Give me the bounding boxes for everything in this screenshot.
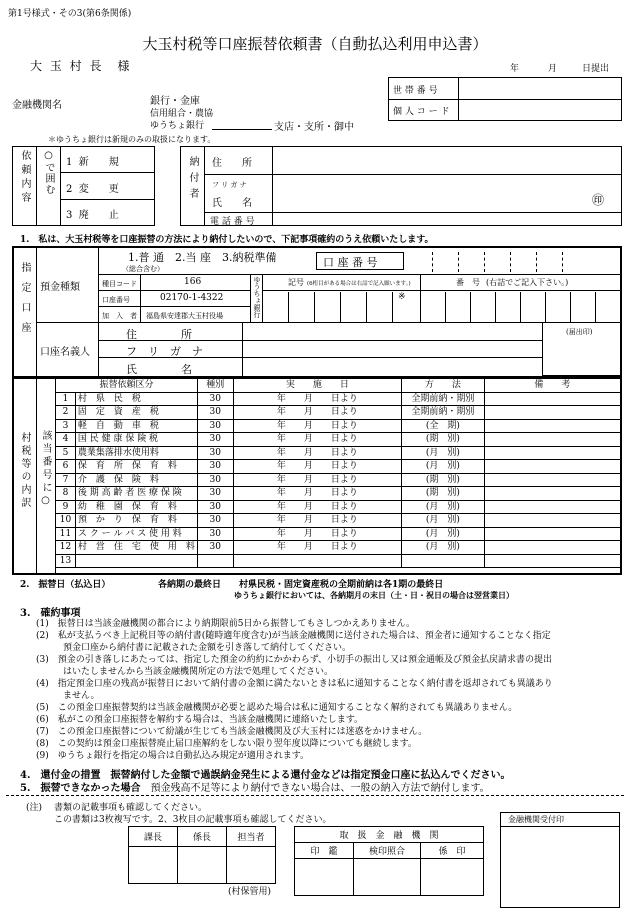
stamp-table (128, 826, 276, 884)
bank-branch: 支店・支所・御中 (274, 122, 354, 133)
row-remarks[interactable] (484, 554, 620, 568)
row-kind: 30 (197, 433, 233, 447)
kigou-note: (6桁目がある場合は右詰で記入願います。) (307, 281, 411, 287)
row-number: 10 (56, 514, 76, 528)
kojin-label: 個 人 コ ー ド (393, 107, 450, 117)
payer-phone-field[interactable] (274, 214, 620, 225)
deposit-types[interactable]: 1.普 通 2.当 座 3.納税準備 (128, 251, 277, 264)
form-code: 第1号様式・その3(第6条関係) (8, 9, 132, 19)
table-row[interactable] (56, 541, 621, 555)
row-remarks[interactable] (484, 500, 620, 514)
note-item: (7) この預金口座振替について紛議が生じても当該金融機関及び大玉村には迷惑をかけません。 (36, 727, 428, 737)
row-date[interactable]: 年 月 日より (233, 487, 402, 501)
bank-col-inkan: 印 鑑 (295, 843, 354, 859)
row-method: 全期前納・期別 (402, 406, 485, 420)
row-kind: 30 (197, 487, 233, 501)
header-method: 方 法 (402, 379, 485, 393)
row-number: 4 (56, 433, 76, 447)
row-remarks[interactable] (484, 541, 620, 555)
footer-note-1: 書類の記載事項も確認してください。 (54, 803, 208, 813)
note-item: 預金口座から納付書に記載された金額を引き落して納付してください。 (36, 643, 352, 653)
holder-name-label: 氏 名 (126, 363, 192, 376)
holder-address-field[interactable] (244, 324, 540, 339)
note-item: (2) 私が支払うべき上記税目等の納付書(随時適年度含む)が当該金融機関に送付された場合は、預金者に通知することなく指定 (36, 631, 551, 641)
footer-note-label: (注) (26, 803, 43, 813)
row-number: 6 (56, 460, 76, 474)
row-date[interactable]: 年 月 日より (233, 446, 402, 460)
payer-side-label: 納付者 (187, 156, 198, 204)
stamp-cell-tanto[interactable] (227, 847, 276, 884)
holder-label: 口座名義人 (40, 347, 90, 358)
row-kind: 30 (197, 514, 233, 528)
note-item: (5) この預金口座振替契約は当該金融機関が必要と認めた場合は私に通知することなく解約されても異議ありません。 (36, 703, 518, 713)
row-tax-name: 保 育 所 保 育 料 (75, 460, 197, 474)
row-kind: 30 (197, 419, 233, 433)
table-row[interactable] (56, 433, 621, 447)
kigou-label: 記号 (288, 278, 304, 287)
header-date: 実 施 日 (233, 379, 402, 393)
row-method: (月 別) (402, 541, 485, 555)
deposit-type-label: 預金種類 (40, 282, 80, 293)
row-method: (期 別) (402, 487, 485, 501)
asterisk-mark: ※ (398, 292, 406, 302)
stamp-cell-kacho[interactable] (129, 847, 178, 884)
subscriber-label: 加 入 者 (102, 312, 137, 320)
note-item: はいたしませんから当該金融機関所定の方法で処理してください。 (36, 667, 334, 677)
page-title: 大玉村税等口座振替依頼書（自動払込利用申込書） (142, 35, 488, 53)
row-tax-name: 固 定 資 産 税 (75, 406, 197, 420)
request-side-label: 依頼内容 (19, 150, 30, 206)
row-remarks[interactable] (484, 392, 620, 406)
table-row[interactable] (56, 554, 621, 568)
row-tax-name: 後 期 高 齢 者 医 療 保 険 (75, 487, 197, 501)
header-remarks: 備 考 (484, 379, 620, 393)
payer-address-label: 住 所 (212, 158, 252, 169)
kind-code-value: 166 (184, 277, 202, 287)
section-2-text: 各納期の最終日 村県民税・固定資産税の全期前納は各1期の最終日 (158, 580, 444, 590)
request-item-2[interactable]: 2 変 更 (66, 184, 119, 195)
bank-type-2: 信用組合・農協 (150, 109, 214, 119)
row-date[interactable]: 年 月 日より (233, 514, 402, 528)
row-number: 3 (56, 419, 76, 433)
deposit-types-note: （総合含む） (122, 265, 164, 273)
payer-name-label: 氏 名 (212, 198, 252, 209)
note-item: (6) 私がこの預金口座振替を解約する場合は、当該金融機関に連絡いたします。 (36, 715, 364, 725)
section-4: 4. 還付金の措置 振替納付した金額で過誤納金発生による還付金などは指定預金口座に払込んでください。 (20, 770, 511, 781)
bank-label: 金融機関名 (12, 100, 62, 111)
row-remarks[interactable] (484, 406, 620, 420)
household-number-field[interactable] (460, 78, 620, 98)
table-row[interactable] (56, 514, 621, 528)
yucho-label: ゆうちょ銀行 (253, 276, 261, 318)
kind-code-label: 種目コード (102, 280, 137, 288)
bank-cell-kenin[interactable] (354, 859, 421, 896)
table-row[interactable] (56, 406, 621, 420)
note-item: (9) ゆうちょ銀行を指定の場合は自動払込み規定が適用されます。 (36, 751, 310, 761)
section-3-label: 3. 確約事項 (20, 608, 81, 619)
note-item: (4) 指定預金口座の残高が振替日において納付書の金額に満たないときは私に通知することなく納付書を返却されても異議あり (36, 679, 553, 689)
tax-side-label: 村税等の内訳 (19, 432, 30, 510)
section-3-items (36, 618, 620, 762)
table-row[interactable] (56, 460, 621, 474)
note-item: (8) この契約は預金口座振替廃止届口座解約をしない限り翌年度以降についても継続します。 (36, 739, 417, 749)
section-1: 1. 私は、大玉村税等を口座振替の方法により納付したいので、下記事項確約のうえ依頼いたします。 (20, 235, 434, 245)
payer-furigana-label: フ リ ガ ナ (212, 181, 247, 189)
section-2-text2: ゆうちょ銀行においては、各納期月の末日（土・日・祝日の場合は翌営業日） (234, 590, 514, 600)
row-tax-name (75, 554, 197, 568)
row-number: 8 (56, 487, 76, 501)
row-date[interactable]: 年 月 日より (233, 473, 402, 487)
stamp-header-tanto: 担当者 (227, 827, 276, 847)
request-item-3[interactable]: 3 廃 止 (66, 210, 119, 221)
section-5-label: 5. 振替できなかった場合 (20, 783, 141, 794)
row-tax-name: 軽 自 動 車 税 (75, 419, 197, 433)
row-number: 1 (56, 392, 76, 406)
bank-col-kenin: 検印照合 (354, 843, 421, 859)
request-item-1[interactable]: 1 新 規 (66, 157, 119, 168)
holder-furigana-field[interactable] (244, 342, 540, 356)
row-number: 9 (56, 500, 76, 514)
row-tax-name: 介 護 保 険 料 (75, 473, 197, 487)
row-tax-name: 幼 稚 園 保 育 料 (75, 500, 197, 514)
date-year: 年 (510, 64, 520, 74)
row-kind (197, 554, 233, 568)
account-number-label: 口 座 番 号 (323, 256, 378, 269)
table-row[interactable] (56, 487, 621, 501)
setai-label: 世 帯 番 号 (393, 86, 438, 96)
stamp-header-kacho: 課長 (129, 827, 178, 847)
row-remarks[interactable] (484, 419, 620, 433)
registered-seal-label: (届出印) (566, 328, 593, 336)
subscriber-value: 福島県安達郡大玉村役場 (146, 312, 223, 320)
table-row[interactable] (56, 500, 621, 514)
row-tax-name: 国 民 健 康 保 険 税 (75, 433, 197, 447)
row-method (402, 554, 485, 568)
row-method: (月 別) (402, 527, 485, 541)
row-number: 7 (56, 473, 76, 487)
holder-address-label: 住 所 (126, 328, 192, 341)
row-tax-name: 預 か り 保 育 料 (75, 514, 197, 528)
payer-phone-label: 電 話 番 号 (210, 217, 255, 227)
row-remarks[interactable] (484, 514, 620, 528)
row-tax-name: 農業集落排水使用料 (75, 446, 197, 460)
note-item: ません。 (36, 691, 100, 701)
header-category: 振替依頼区分 (56, 379, 198, 393)
table-row[interactable] (56, 527, 621, 541)
row-method: (月 別) (402, 460, 485, 474)
holder-name-field[interactable] (244, 359, 540, 376)
row-remarks[interactable] (484, 446, 620, 460)
row-date[interactable]: 年 月 日より (233, 392, 402, 406)
bank-cell-inkan[interactable] (295, 859, 354, 896)
holder-furigana-label: フ リ ガ ナ (126, 345, 203, 358)
bank-type-1: 銀行・金庫 (150, 96, 200, 107)
footer-note-2: この書類は3枚複写です。2、3枚目の記載事項も確認してください。 (54, 815, 332, 825)
bangou-field[interactable] (422, 292, 620, 320)
circle-label: 該当番号に○ (40, 430, 51, 509)
row-date[interactable]: 年 月 日より (233, 433, 402, 447)
row-method: (期 別) (402, 473, 485, 487)
note-item: (3) 預金の引き落しにあたっては、指定した預金の約約にかかわらず、小切手の振出し又は預金通帳及び預金払戻請求書の提出 (36, 655, 553, 665)
payer-address-field[interactable] (274, 148, 620, 172)
row-number: 12 (56, 541, 76, 555)
row-method: 全期前納・期別 (402, 392, 485, 406)
row-remarks[interactable] (484, 460, 620, 474)
date-month: 月 (548, 64, 558, 74)
section-5-text: 預金残高不足等により納付できない場合は、一般の納入方法で納付します。 (150, 783, 490, 794)
table-row[interactable] (56, 392, 621, 406)
table-row[interactable] (56, 446, 621, 460)
row-tax-name: 村 県 民 税 (75, 392, 197, 406)
bank-receipt-label: 金融機関受付印 (508, 815, 564, 824)
personal-code-field[interactable] (460, 100, 620, 120)
bangou-note: (右詰でご記入下さい。) (486, 278, 569, 287)
row-kind: 30 (197, 446, 233, 460)
addressee: 大 玉 村 長 様 (30, 59, 132, 73)
table-row[interactable] (56, 473, 621, 487)
row-tax-name: ス ク ー ル バ ス 使 用 料 (75, 527, 197, 541)
bangou-label: 番 号 (456, 278, 480, 287)
row-date[interactable]: 年 月 日より (233, 527, 402, 541)
row-remarks[interactable] (484, 527, 620, 541)
row-date[interactable]: 年 月 日より (233, 460, 402, 474)
row-method: (月 別) (402, 446, 485, 460)
row-number: 5 (56, 446, 76, 460)
bank-handling-title: 取 扱 金 融 機 関 (295, 827, 484, 843)
row-kind: 30 (197, 406, 233, 420)
row-kind: 30 (197, 500, 233, 514)
row-kind: 30 (197, 541, 233, 555)
row-date[interactable]: 年 月 日より (233, 500, 402, 514)
row-method: (全 期) (402, 419, 485, 433)
row-method: (期 別) (402, 433, 485, 447)
stamp-cell-kakaricho[interactable] (178, 847, 227, 884)
row-date[interactable]: 年 月 日より (233, 541, 402, 555)
header-kind: 種別 (197, 379, 233, 393)
table-row[interactable] (56, 419, 621, 433)
bank-type-3: ゆうちょ銀行 (150, 121, 205, 131)
account-number-field[interactable] (406, 250, 620, 272)
row-date[interactable]: 年 月 日より (233, 419, 402, 433)
row-kind: 30 (197, 473, 233, 487)
stamp-header-kakaricho: 係長 (178, 827, 227, 847)
bank-handling-table (294, 826, 484, 896)
circle-note: ○で囲む (43, 150, 54, 195)
account-side-label: 指定口座 (19, 262, 30, 342)
row-method: (月 別) (402, 500, 485, 514)
row-number: 2 (56, 406, 76, 420)
bank-col-kakari: 係 印 (421, 843, 484, 859)
bank-cell-kakari[interactable] (421, 859, 484, 896)
section-2-label: 2. 振替日（払込日） (20, 580, 111, 590)
row-method: (月 別) (402, 514, 485, 528)
row-tax-name: 村 営 住 宅 使 用 料 (75, 541, 197, 555)
seal-mark-icon: ㊞ (592, 193, 605, 207)
bank-note: ＊ゆうちょ銀行は新規のみの取扱になります。 (48, 135, 216, 144)
village-use-label: (村保管用) (228, 887, 272, 897)
row-kind: 30 (197, 460, 233, 474)
row-kind: 30 (197, 527, 233, 541)
payer-name-field[interactable] (274, 176, 584, 210)
row-remarks[interactable] (484, 473, 620, 487)
acct-no-label: 口座番号 (102, 296, 130, 304)
date-day: 日提出 (582, 64, 610, 74)
row-kind: 30 (197, 392, 233, 406)
acct-no-value: 02170-1-4322 (160, 293, 224, 303)
row-date[interactable]: 年 月 日より (233, 406, 402, 420)
row-remarks[interactable] (484, 487, 620, 501)
row-number: 13 (56, 554, 76, 568)
row-number: 11 (56, 527, 76, 541)
row-remarks[interactable] (484, 433, 620, 447)
note-item: (1) 振替日は当該金融機関の都合により納期限前5日から振替してもさしつかえありません。 (36, 619, 416, 629)
row-date[interactable] (233, 554, 402, 568)
tax-table (55, 378, 621, 568)
